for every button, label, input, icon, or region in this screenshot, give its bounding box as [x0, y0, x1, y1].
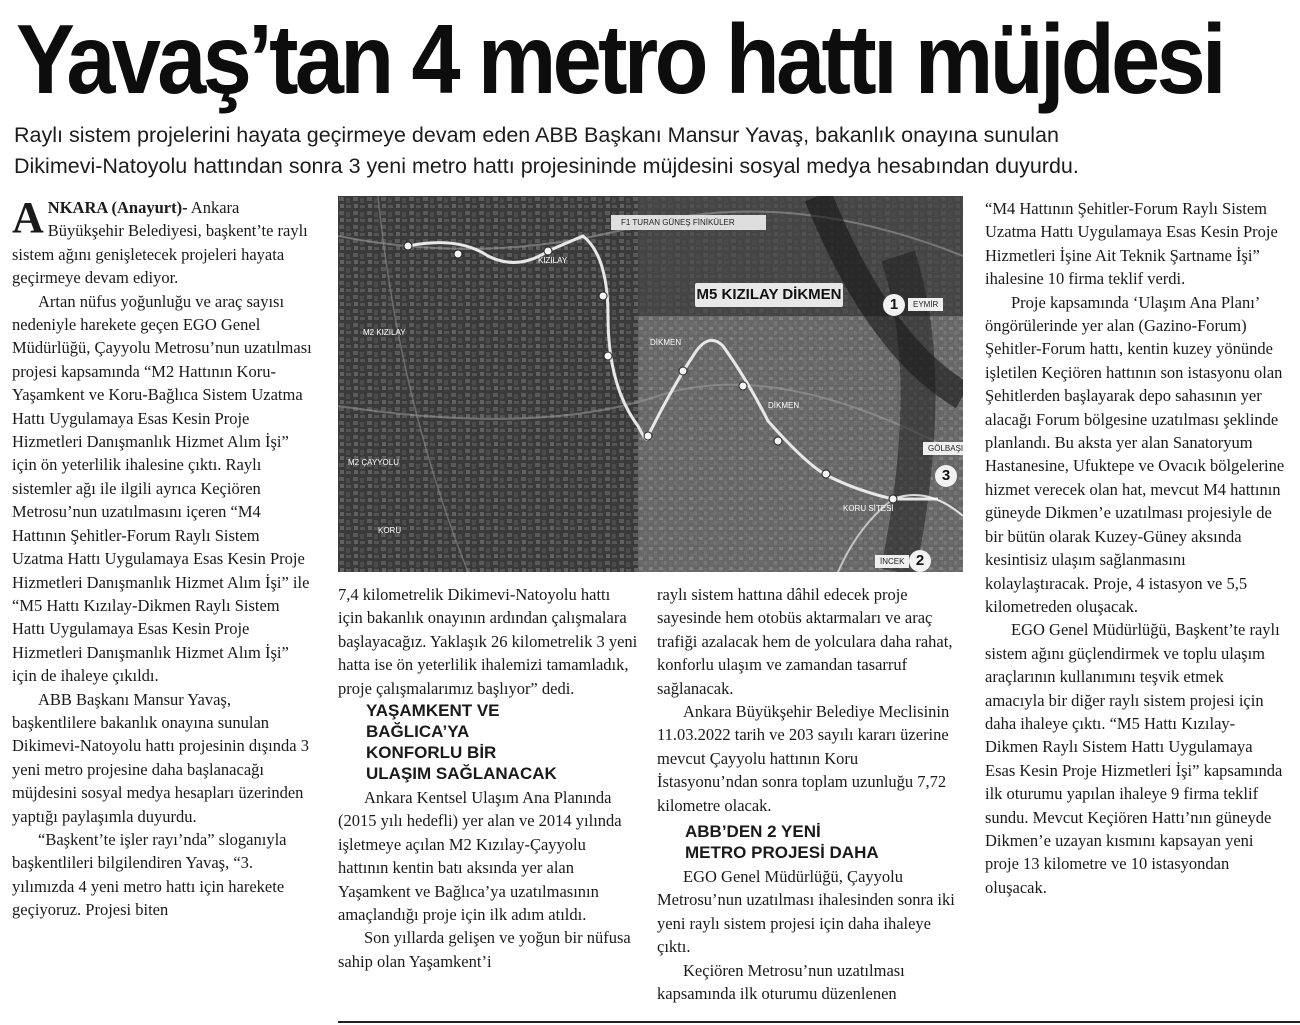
paragraph: Artan nüfus yoğunluğu ve araç sayısı nedeniyle harekete geçen EGO Genel Müdürlüğü, Çayyolu Metrosu’nun uzatılması projesi kapsamında “M2 Hattının Koru-Yaşamkent ve Koru-Bağlıca Sistem Uzatma Hattı Uygulamaya Esas Kesin Proje Hizmetleri Danışmanlık Hizmet Alım İşi” için ön yeterlilik ihalesine çıktı. Raylı sistemler ağı ile ilgili ayrıca Keçiören Metrosu’nun uzatılmasını içeren “M4 Hattının Şehitler-Forum Raylı Sistem Uzatma Hattı Uygulamaya Esas Kesin Proje Hizmetleri Danışmanlık Hizmet Alım İşi” ile “M5 Hattı Kızılay-Dikmen Raylı Sistem Hattı Uygulamaya Esas Kesin Proje Hizmetleri Danışmanlık Hizmet Alım İşi” için de ihaleye çıkıldı. — [12, 291, 312, 686]
station-label: DİKMEN — [650, 338, 682, 347]
article-column-1 — [12, 193, 314, 922]
station-label: KORU — [378, 526, 402, 535]
map-title: M5 KIZILAY DİKMEN — [695, 283, 843, 307]
subheading-line: METRO PROJESİ DAHA — [685, 843, 879, 863]
paragraph: Proje kapsamında ‘Ulaşım Ana Planı’ öngörülerinde yer alan (Gazino-Forum) Şehitler-Forum hattı, kentin kuzey yönünde işletilen Keçiören hattının son istasyonu olan Şehitlerden başlayarak depo sahasının yer alacağı Forum bölgesine uzatılması şeklinde planlandı. Bu aksta yer alan Sanatoryum Hastanesine, Ufuktepe ve Ovacık bölgelerine hizmet verecek olan hat, mevcut M4 hattının güneyde Dikmen’e uzatılması projesiyle de bir bütün olarak Kuzey-Güney aksında kesintisiz ulaşım sağlanmasını kolaylaştıracak. Proje, 4 istasyon ve 5,5 kilometreden oluşacak. — [985, 292, 1285, 616]
lead-text: Ankara Büyükşehir Belediyesi, başkent’te raylı sistem ağını genişletecek projeleri hayata geçirmeye devam ediyor. — [12, 198, 308, 288]
station-label: M2 KIZILAY — [363, 328, 406, 337]
paragraph: Ankara Büyükşehir Belediye Meclisinin 11.03.2022 tarih ve 203 sayılı kararı üzerine mevcut Çayyolu hattının Koru İstasyonu’ndan sonra toplam uzunluğu 7,72 kilometre olacak. — [657, 702, 950, 815]
paragraph: ABB Başkanı Mansur Yavaş, başkentlilere bakanlık onayına sunulan Dikimevi-Natoyolu hattı projesinin dışında 3 yeni metro projesine daha başlanacağı müjdesini sosyal medya hesapları üzerinden yaptığı paylaşımla duyurdu. — [12, 689, 309, 826]
lead-paragraph — [12, 193, 314, 290]
station-label: KIZILAY — [538, 256, 568, 265]
map-graphic — [338, 196, 963, 572]
line-badge-1: 1 — [883, 294, 905, 316]
paragraph: 7,4 kilometrelik Dikimevi-Natoyolu hattı için bakanlık onayının ardından çalışmalara başlayacağız. Yaklaşık 26 kilometrelik 3 yeni hatta ise ön yeterlilik ihalemizi tamamladık, proje çalışmalarımız başlıyor” dedi. — [338, 585, 638, 698]
line-tag-2: İNCEK — [875, 555, 909, 568]
article-column-2 — [338, 583, 638, 973]
spot-line-1: Raylı sistem projelerini hayata geçirmeye devam eden ABB Başkanı Mansur Yavaş, bakanlık onayına sunulan — [14, 123, 1059, 147]
subheading-line: ABB’DEN 2 YENİ — [685, 822, 821, 842]
subheading-line: YAŞAMKENT VE — [366, 701, 500, 721]
article-column-4 — [985, 197, 1285, 899]
subheading-abb — [685, 821, 957, 863]
spot-line-2: Dikimevi-Natoyolu hattından sonra 3 yeni metro hattı projesininde müjdesini sosyal medya hesabından duyurdu. — [14, 154, 1079, 178]
paragraph: EGO Genel Müdürlüğü, Başkent’te raylı sistem ağını güçlendirmek ve toplu ulaşım araçlarının kullanımını teşvik etmek amacıyla bir diğer raylı sistem projesi için daha ihaleye çıktı. “M5 Hattı Kızılay-Dikmen Raylı Sistem Hattı Uygulamaya Esas Kesin Proje Hizmetleri İşi” kapsamında ilk oturumu yapılan ihaleye 9 firma teklif sundu. Mevcut Keçiören Hattı’nın güneyde Dikmen’e uzayan kısmını kapsayan yeni proje 13 kilometre ve 10 istasyondan oluşacak. — [985, 620, 1283, 897]
subheading-line: KONFORLU BİR — [366, 743, 497, 763]
article-column-3 — [657, 583, 957, 1006]
bottom-rule — [338, 1021, 1300, 1023]
paragraph: raylı sistem hattına dâhil edecek proje sayesinde hem otobüs aktarmaları ve araç trafiği azalacak hem de yolculara daha rahat, konforlu ulaşım ve zamandan tasarruf sağlanacak. — [657, 585, 953, 698]
station-label: DİKMEN — [768, 401, 800, 410]
line-badge-2: 2 — [909, 550, 931, 572]
line-badge-3: 3 — [935, 465, 957, 487]
metro-map-image — [338, 196, 963, 572]
line-tag-3: GÖLBAŞI — [923, 442, 963, 455]
paragraph: EGO Genel Müdürlüğü, Çayyolu Metrosu’nun uzatılması ihalesinden sonra iki yeni raylı sistem projesi için daha ihaleye çıktı. — [657, 867, 955, 957]
drop-cap: A — [12, 193, 44, 242]
subheading-line: BAĞLICA’YA — [366, 722, 470, 742]
paragraph: Son yıllarda gelişen ve yoğun bir nüfusa sahip olan Yaşamkent’i — [338, 928, 631, 971]
subheading-yasamkent — [366, 700, 638, 784]
spot-text — [14, 120, 1294, 182]
subheading-line: ULAŞIM SAĞLANACAK — [366, 764, 557, 784]
paragraph: “M4 Hattının Şehitler-Forum Raylı Sistem Uzatma Hattı Uygulamaya Esas Kesin Proje Hizmetleri İşine Ait Teknik Şartname İşi” ihalesine 10 firma teklif verdi. — [985, 199, 1278, 289]
station-label: M2 ÇAYYOLU — [348, 458, 399, 467]
station-label: KORU SİTESİ — [843, 504, 894, 513]
dateline: NKARA (Anayurt)- — [47, 198, 188, 217]
paragraph: Keçiören Metrosu’nun uzatılması kapsamında ilk oturumu düzenlenen — [657, 960, 905, 1004]
line-tag-1: EYMİR — [908, 298, 943, 311]
paragraph: Ankara Kentsel Ulaşım Ana Planında (2015 yılı hedefli) yer alan ve 2014 yılında işletmeye açılan M2 Kızılay-Çayyolu hattının kentin batı aksında yer alan Yaşamkent ve Bağlıca’ya uzatılmasının amaçlandığı proje için ilk adım atıldı. — [338, 788, 622, 925]
headline: Yavaş’tan 4 metro hattı müjdesi — [16, 4, 1223, 114]
map-top-label: F1 TURAN GÜNEŞ FİNİKÜLER — [611, 215, 766, 230]
paragraph: “Başkent’te işler rayı’nda” sloganıyla başkentlileri bilgilendiren Yavaş, “3. yılımızda 4 yeni metro hattı için harekete geçiyoruz. Projesi biten — [12, 829, 287, 920]
